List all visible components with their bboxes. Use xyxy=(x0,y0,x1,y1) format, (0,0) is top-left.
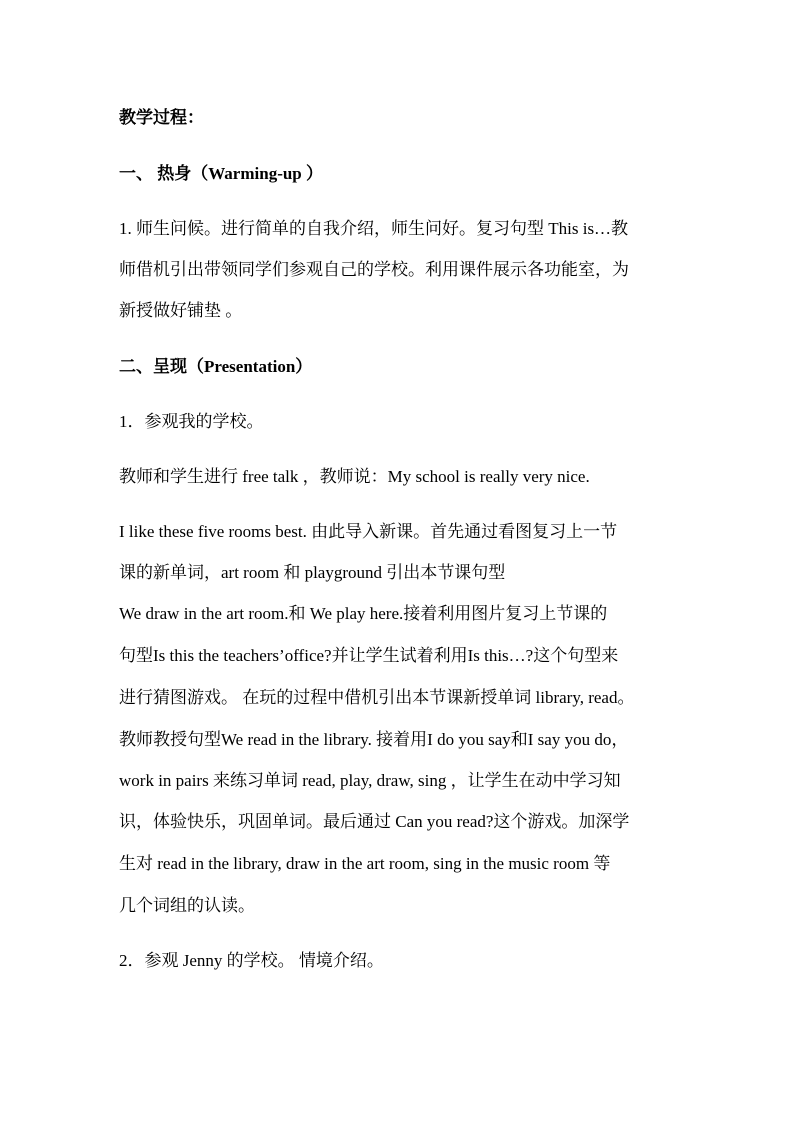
paragraph-line: We draw in the art room.和 We play here.接着利用图片复习上节课的 xyxy=(119,604,608,623)
paragraph-line: 进行猜图游戏。 在玩的过程中借机引出本节课新授单词 library, read。 xyxy=(119,688,635,707)
paragraph-line: work in pairs 来练习单词 read, play, draw, sing ，让学生在动中学习知 xyxy=(119,771,621,790)
paragraph-line: 师借机引出带领同学们参观自己的学校。利用课件展示各功能室，为 xyxy=(119,260,629,279)
paragraph-line: 识，体验快乐，巩固单词。最后通过 Can you read?这个游戏。加深学 xyxy=(119,812,630,831)
document-title: 教学过程： xyxy=(119,108,204,127)
list-item-visit-jenny-school: 2．参观 Jenny 的学校。 情境介绍。 xyxy=(119,951,384,970)
paragraph-line: 生对 read in the library, draw in the art room, sing in the music room 等 xyxy=(119,854,611,873)
paragraph-line: 新授做好铺垫 。 xyxy=(119,301,243,320)
paragraph-line: 句型Is this the teachers’office?并让学生试着利用Is this…?这个句型来 xyxy=(119,646,619,665)
paragraph-line: 教师教授句型We read in the library. 接着用I do you say和I say you do， xyxy=(119,730,629,749)
paragraph-line: 课的新单词，art room 和 playground 引出本节课句型 xyxy=(119,563,506,582)
paragraph-line: 教师和学生进行 free talk ，教师说：My school is really very nice. xyxy=(119,467,590,486)
list-item-visit-my-school: 1．参观我的学校。 xyxy=(119,412,264,431)
paragraph-line: I like these five rooms best. 由此导入新课。首先通过看图复习上一节 xyxy=(119,522,618,541)
paragraph-line: 1. 师生问候。进行简单的自我介绍，师生问好。复习句型 This is…教 xyxy=(119,219,629,238)
paragraph-line: 几个词组的认读。 xyxy=(119,896,255,915)
section-heading-warming-up: 一、 热身（Warming-up ） xyxy=(119,164,324,183)
section-heading-presentation: 二、呈现（Presentation） xyxy=(119,357,313,376)
